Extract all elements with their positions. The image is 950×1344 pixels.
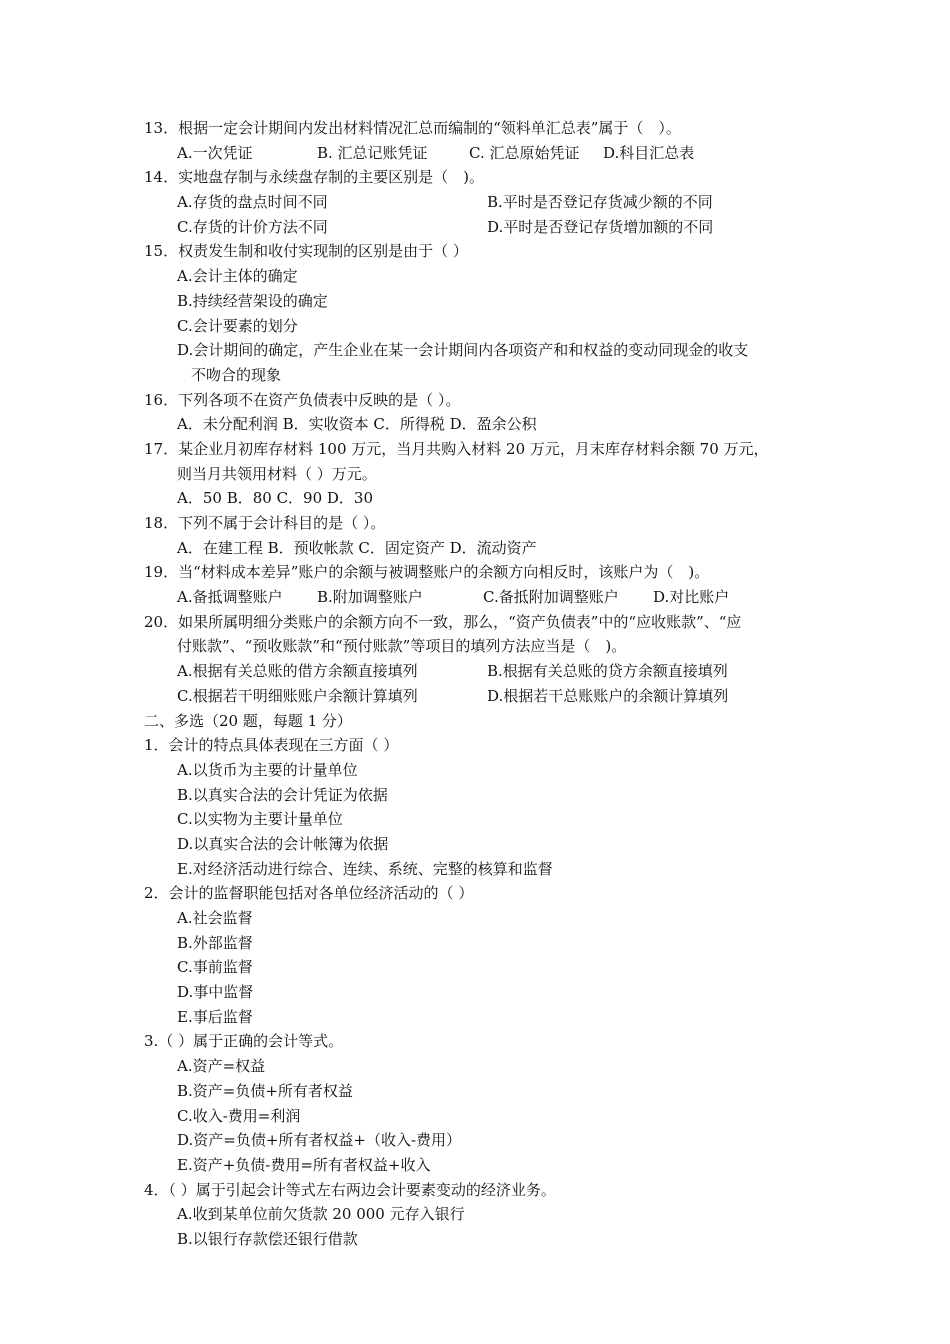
option-text: C.会计要素的划分 [177,316,298,335]
question-list [144,116,824,1252]
option-text: B.资产=负债+所有者权益 [177,1081,353,1100]
option-text: E.事后监督 [177,1007,253,1026]
option-text: A.会计主体的确定 [177,267,298,286]
option-text: A.备抵调整账户 [177,588,283,607]
continuation-text: 不吻合的现象 [191,365,282,384]
option-text: B.附加调整账户 [317,588,423,607]
option-text: C. 汇总原始凭证 [469,143,580,162]
question-text: 13．根据一定会计期间内发出材料情况汇总而编制的“领料单汇总表”属于（ ）。 [144,119,681,137]
option-text: B. 汇总记账凭证 [317,143,428,162]
option-text: D.以真实合法的会计帐簿为依据 [177,834,389,853]
option-text: E.对经济活动进行综合、连续、系统、完整的核算和监督 [177,859,553,878]
option-text: B.根据有关总账的贷方余额直接填列 [487,662,728,681]
option-text: C.根据若干明细账账户余额计算填列 [177,686,418,705]
option-text: A.社会监督 [177,909,253,927]
option-text: B.平时是否登记存货减少额的不同 [487,193,713,212]
option-text: 付账款”、“预收账款”和“预付账款”等项目的填列方法应当是（ )。 [177,637,627,656]
option-text: D.根据若干总账账户的余额计算填列 [487,686,729,705]
option-text: E.资产+负债-费用=所有者权益+收入 [177,1155,431,1174]
option-text: B.外部监督 [177,933,253,952]
option-text: B.以银行存款偿还银行借款 [177,1229,358,1248]
option-text: B.以真实合法的会计凭证为依据 [177,785,388,804]
option-row [144,684,824,709]
option-text: C.以实物为主要计量单位 [177,810,343,829]
option-text: A.一次凭证 [177,143,253,162]
option-row [144,215,824,240]
question-text: 14．实地盘存制与永续盘存制的主要区别是（ )。 [144,168,484,187]
option-text: C.事前监督 [177,958,253,977]
option-row [144,585,824,610]
option-text: A.资产=权益 [177,1057,266,1076]
option-text: A．50 B．80 C．90 D．30 [177,489,374,508]
question-text: 15．权责发生制和收付实现制的区别是由于（ ） [144,242,468,261]
question-text: 2．会计的监督职能包括对各单位经济活动的（ ） [144,884,474,903]
option-text: A．未分配利润 B．实收资本 C．所得税 D．盈余公积 [177,415,537,434]
option-text: A.收到某单位前欠货款 20 000 元存入银行 [177,1205,465,1224]
option-text: D.会计期间的确定，产生企业在某一会计期间内各项资产和和权益的变动同现金的收支 [177,341,749,360]
question-text: 20．如果所属明细分类账户的余额方向不一致，那么，“资产负债表”中的“应收账款”、“应 [144,612,742,631]
question-text: 3.（ ）属于正确的会计等式。 [144,1032,344,1051]
option-text: C.存货的计价方法不同 [177,217,328,236]
option-row [144,141,824,166]
option-text: D.对比账户 [653,588,730,607]
option-text: A.存货的盘点时间不同 [177,193,328,212]
option-text: A．在建工程 B．预收帐款 C．固定资产 D．流动资产 [177,538,537,557]
question-text: 16．下列各项不在资产负债表中反映的是（ ）。 [144,390,461,409]
option-text: B.持续经营架设的确定 [177,291,328,310]
question-text: 二、多选（20 题，每题 1 分） [144,711,352,730]
question-text: 19．当“材料成本差异”账户的余额与被调整账户的余额方向相反时，该账户为（ )。 [144,563,710,582]
option-text: A.以货币为主要的计量单位 [177,760,358,779]
option-text: D.科目汇总表 [603,143,695,162]
question-text: 17．某企业月初库存材料 100 万元，当月共购入材料 20 万元，月末库存材料余额 70 万元， [144,439,769,458]
question-text: 4．（ ）属于引起会计等式左右两边会计要素变动的经济业务。 [144,1180,556,1199]
option-text: C.备抵附加调整账户 [483,588,619,607]
question-text: 1．会计的特点具体表现在三方面（ ） [144,736,399,755]
option-text: 则当月共领用材料（ ）万元。 [177,464,377,483]
option-row [144,190,824,215]
option-text: D.事中监督 [177,983,254,1002]
option-row [144,659,824,684]
question-text: 18．下列不属于会计科目的是（ ）。 [144,514,386,532]
option-text: A.根据有关总账的借方余额直接填列 [177,662,418,681]
option-text: C.收入-费用=利润 [177,1106,301,1125]
option-text: D.资产=负债+所有者权益+（收入-费用） [177,1131,462,1150]
option-text: D.平时是否登记存货增加额的不同 [487,217,714,236]
